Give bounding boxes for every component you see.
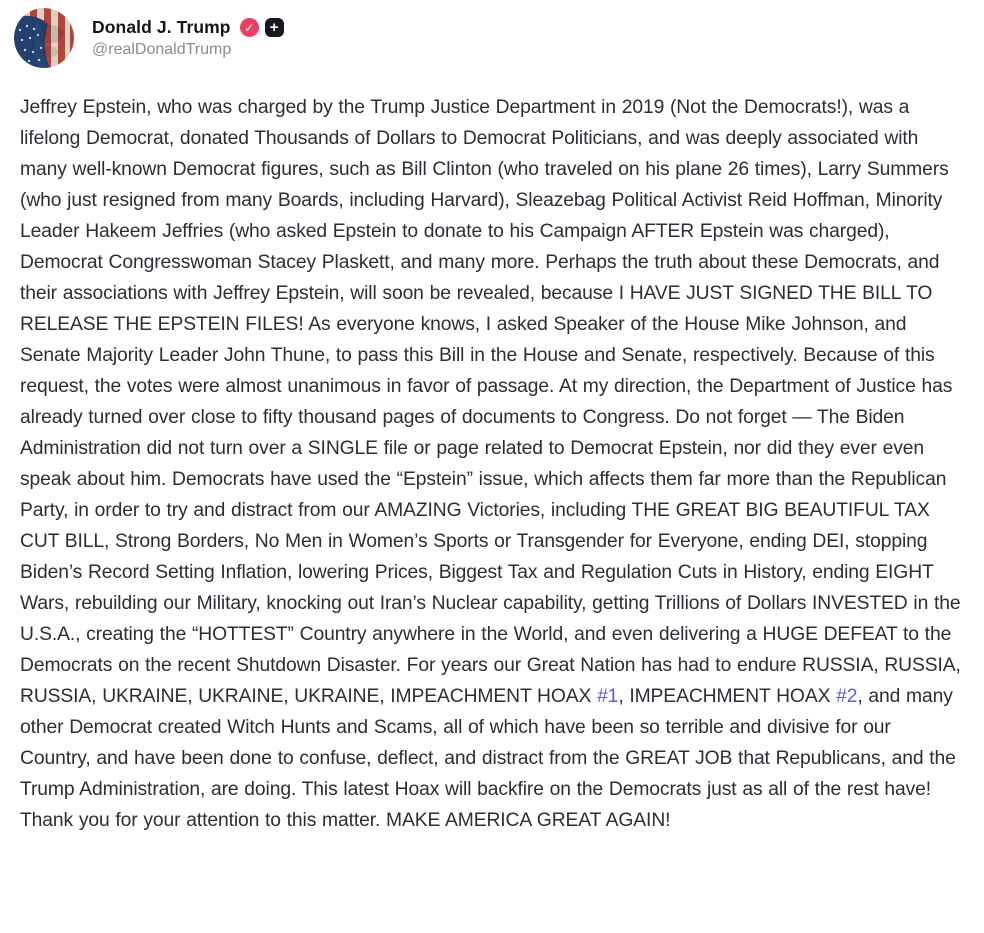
post-text-segment: , and many other Democrat created Witch Hunts and Scams, all of which have been so terrible and divisive for our Country, and have been done to confuse, deflect, and distract from the GREAT JOB that Republicans, and the Trump Administration, are doing. This latest Hoax will backfire on the Democrats just as all of the rest have! Thank you for your attention to this matter. MAKE AMERICA GREAT AGAIN! — [20, 686, 956, 831]
plus-badge-icon: + — [265, 18, 284, 37]
verified-check-icon: ✓ — [240, 18, 259, 37]
flag-face-avatar-image — [14, 8, 74, 68]
avatar[interactable] — [14, 8, 74, 68]
post-text — [20, 92, 962, 836]
hashtag-link-1[interactable]: #1 — [597, 686, 619, 707]
name-row — [92, 17, 284, 38]
post-header — [14, 8, 964, 68]
post-text-segment: Jeffrey Epstein, who was charged by the Trump Justice Department in 2019 (Not the Democrats!), was a lifelong Democrat, donated Thousands of Dollars to Democrat Politicians, and was deeply associated with many well-known Democrat figures, such as Bill Clinton (who traveled on his plane 26 times), Larry Summers (who just resigned from many Boards, including Harvard), Sleazebag Political Activist Reid Hoffman, Minority Leader Hakeem Jeffries (who asked Epstein to donate to his Campaign AFTER Epstein was charged), Democrat Congresswoman Stacey Plaskett, and many more. Perhaps the truth about these Democrats, and their associations with Jeffrey Epstein, will soon be revealed, because I HAVE JUST SIGNED THE BILL TO RELEASE THE EPSTEIN FILES! As everyone knows, I asked Speaker of the House Mike Johnson, and Senate Majority Leader John Thune, to pass this Bill in the House and Senate, respectively. Because of this request, the votes were almost unanimous in favor of passage. At my direction, the Department of Justice has already turned over close to fifty thousand pages of documents to Congress. Do not forget — The Biden Administration did not turn over a SINGLE file or page related to Democrat Epstein, nor did they ever even speak about him. Democrats have used the “Epstein” issue, which affects them far more than the Republican Party, in order to try and distract from our AMAZING Victories, including THE GREAT BIG BEAUTIFUL TAX CUT BILL, Strong Borders, No Men in Women’s Sports or Transgender for Everyone, ending DEI, stopping Biden’s Record Setting Inflation, lowering Prices, Biggest Tax and Regulation Cuts in History, ending EIGHT Wars, rebuilding our Military, knocking out Iran’s Nuclear capability, getting Trillions of Dollars INVESTED in the U.S.A., creating the “HOTTEST” Country anywhere in the World, and even delivering a HUGE DEFEAT to the Democrats on the recent Shutdown Disaster. For years our Great Nation has had to endure RUSSIA, RUSSIA, RUSSIA, UKRAINE, UKRAINE, UKRAINE, IMPEACHMENT HOAX — [20, 97, 961, 707]
post-body — [14, 68, 964, 836]
hashtag-link-2[interactable]: #2 — [836, 686, 858, 707]
user-handle[interactable]: @realDonaldTrump — [92, 41, 232, 58]
display-name[interactable]: Donald J. Trump — [92, 17, 231, 37]
post-text-segment: , IMPEACHMENT HOAX — [618, 686, 837, 707]
identity-block — [92, 17, 284, 59]
